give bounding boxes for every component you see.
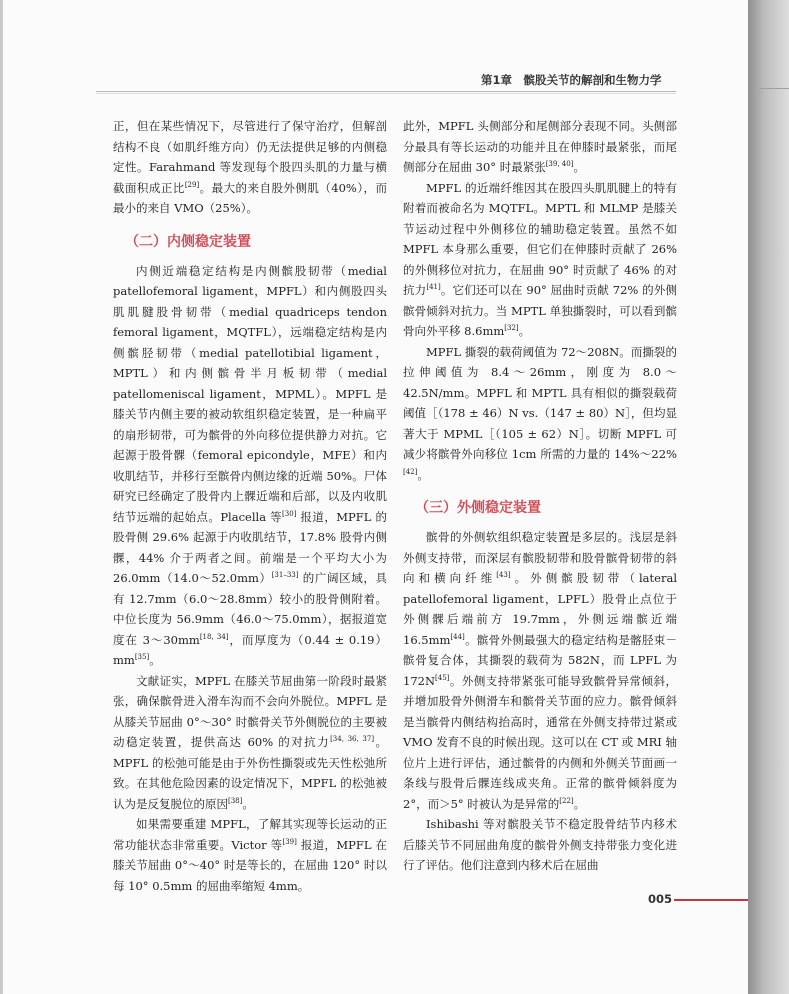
spine-line xyxy=(759,88,789,89)
page-number-accent-line xyxy=(674,899,748,901)
section-heading-lateral: （三）外侧稳定装置 xyxy=(415,500,541,516)
header-rule xyxy=(96,91,676,92)
paragraph: MPFL 撕裂的载荷阈值为 72～208N。而撕裂的拉伸阈值为 8.4～26mm，刚度为 8.0～42.5N/mm。MPFL 和 MPTL 具有相似的撕裂载荷阈值［（178 ± 46）N vs.（147 ± 80）N］，但均显著大于 MPML［（105 ± 62）N］。切断 MPFL 可减少将髌骨外向移位 1cm 所需的力量的 14%～22%[42]。 xyxy=(403,344,677,482)
paragraph: 文献证实，MPFL 在膝关节屈曲第一阶段时最紧张，确保髌骨进入滑车沟而不会向外脱位。MPFL 是从膝关节屈曲 0°～30° 时髌骨关节外侧脱位的主要被动稳定装置，提供高达 60% 的对抗力[34, 36, 37]。MPFL 的松弛可能是由于外伤性撕裂或先天性松弛所致。在其他危险因素的设定情况下，MPFL 的松弛被认为是反复脱位的原因[38]。 xyxy=(113,673,387,811)
right-column xyxy=(403,116,677,876)
paragraph: 正，但在某些情况下，尽管进行了保守治疗，但解剖结构不良（如肌纤维方向）仍无法提供足够的内侧稳定性。Farahmand 等发现每个股四头肌的力量与横截面积成正比[29]。最大的来自股外侧肌（40%），而最小的来自 VMO（25%）。 xyxy=(113,119,388,215)
header-rule-secondary xyxy=(96,93,676,94)
paragraph: 如果需要重建 MPFL，了解其实现等长运动的正常功能状态非常重要。Victor 等[39] 报道，MPFL 在膝关节屈曲 0°～40° 时是等长的，在屈曲 120° 时以每 10° 0.5mm 的屈曲率缩短 4mm。 xyxy=(113,817,387,893)
page-number: 005 xyxy=(648,892,673,906)
paragraph: 此外，MPFL 头侧部分和尾侧部分表现不同。头侧部分最具有等长运动的功能并且在伸膝时最紧张，而尾侧部分在屈曲 30° 时最紧张[39, 40]。 xyxy=(403,119,677,174)
running-header: 第1章 髌股关节的解剖和生物力学 xyxy=(481,73,662,87)
paragraph: MPFL 的近端纤维因其在股四头肌肌腱上的特有附着而被命名为 MQTFL。MPTL 和 MLMP 是膝关节运动过程中外侧移位的辅助稳定装置。虽然不如 MPFL 本身那么重要，但它们在伸膝时贡献了 26% 的外侧移位对抗力，在屈曲 90° 时贡献了 46% 的对抗力[41]。它们还可以在 90° 屈曲时贡献 72% 的外侧髌骨倾斜对抗力。当 MPTL 单独撕裂时，可以看到髌骨向外平移 8.6mm[32]。 xyxy=(403,180,677,338)
book-spine-shadow xyxy=(748,0,789,994)
left-column xyxy=(113,116,387,896)
paragraph: 内侧近端稳定结构是内侧髌股韧带（medial patellofemoral ligament，MPFL）和内侧股四头肌肌腱股骨韧带（medial quadriceps tendon femoral ligament，MQTFL），远端稳定结构是内侧髌胫韧带（medial patellotibial ligament，MPTL）和内侧髌骨半月板韧带（medial patellomeniscal ligament，MPML）。MPFL 是膝关节内侧主要的被动软组织稳定装置，是一种扁平的扇形韧带，可为髌骨的外向移位提供静力对抗。它起源于股骨髁（femoral epicondyle，MFE）和内收肌结节，并移行至髌骨内侧边缘的近端 50%。尸体研究已经确定了股骨内上髁近端和后部，以及内收肌结节远端的起始点。Placella 等[30] 报道，MPFL 的股骨侧 29.6% 起源于内收肌结节，17.8% 股骨内侧髁，44% 介于两者之间。前端是一个平均大小为 26.0mm（14.0～52.0mm）[31–33] 的广阔区域，具有 12.7mm（6.0～28.8mm）较小的股骨侧附着。中位长度为 56.9mm（46.0～75.0mm），据报道宽度在 3～30mm[18, 34]，而厚度为（0.44 ± 0.19）mm[35]。 xyxy=(113,263,387,667)
paragraph: 髌骨的外侧软组织稳定装置是多层的。浅层是斜外侧支持带，而深层有髌股韧带和股骨髌骨韧带的斜向和横向纤维[43]。外侧髌股韧带（lateral patellofemoral ligament，LPFL）股骨止点位于外侧髁后端前方 19.7mm，外侧远端髌近端 16.5mm[44]。髌骨外侧最强大的稳定结构是髂胫束－髌骨复合体，其撕裂的载荷为 582N，而 LPFL 为 172N[45]。外侧支持带紧张可能导致髌骨异常倾斜，并增加股骨外侧滑车和髌骨关节面的应力。髌骨倾斜是当髌骨内侧结构抬高时，通常在外侧支持带过紧或 VMO 发育不良的时候出现。这可以在 CT 或 MRI 轴位片上进行评估，通过髌骨的内侧和外侧关节面画一条线与股骨后髁连线成夹角。正常的髌骨倾斜度为 2°，而＞5° 时被认为是异常的[22]。 xyxy=(403,530,677,811)
section-heading-medial: （二）内侧稳定装置 xyxy=(125,233,251,250)
page-edge xyxy=(0,0,3,994)
paragraph: Ishibashi 等对髌股关节不稳定股骨结节内移术后膝关节不同屈曲角度的髌骨外侧支持带张力变化进行了评估。他们注意到内移术后在屈曲 xyxy=(403,817,677,872)
